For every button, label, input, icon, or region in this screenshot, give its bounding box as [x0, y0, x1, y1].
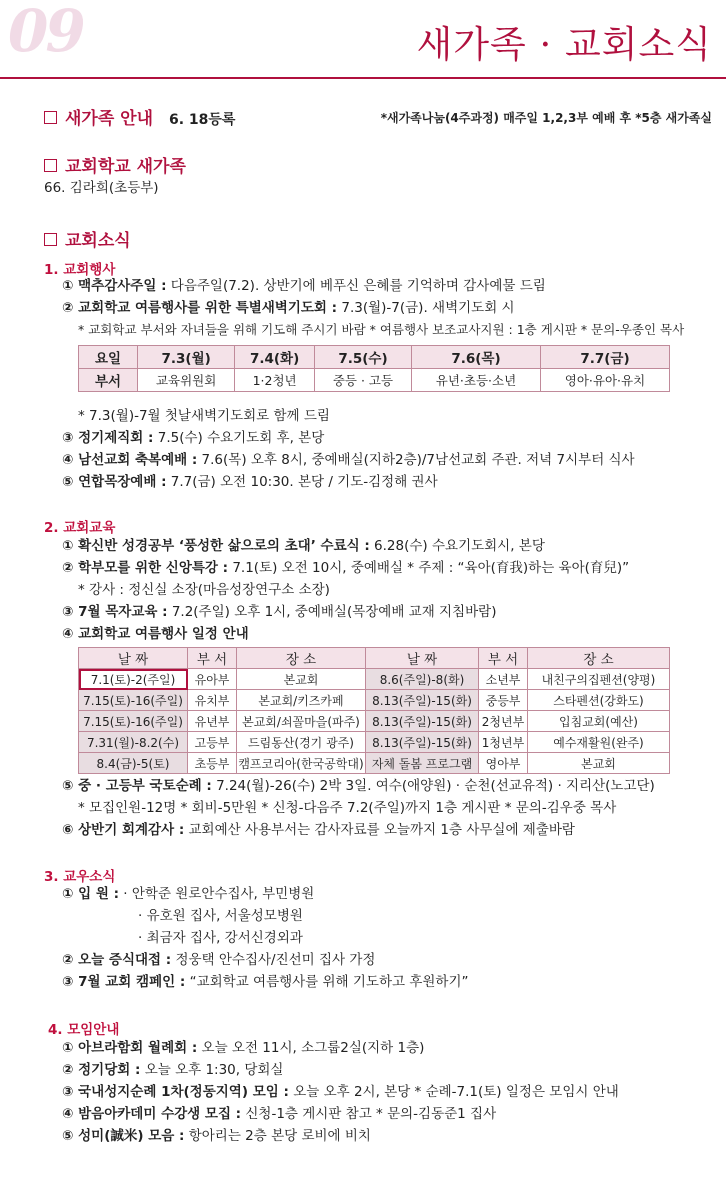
member-line-4: ② 오늘 증식대접 : 정웅택 안수집사/진선미 집사 가정 [62, 952, 376, 968]
event-line-3: ③ 정기제직회 : 7.5(수) 수요기도회 후, 본당 [62, 430, 325, 446]
table-cell: 영아부 [479, 753, 528, 774]
table-cell: 7.1(토)-2(주일) [79, 669, 188, 690]
edu-line-4: ④ 교회학교 여름행사 일정 안내 [62, 626, 249, 642]
table-cell: 중등부 [479, 690, 528, 711]
table-row [79, 732, 670, 753]
table-cell: 7.31(월)-8.2(수) [79, 732, 188, 753]
member-line-1: ① 입 원 : · 안학준 원로안수집사, 부민병원 [62, 886, 315, 902]
table-cell: 1·2청년 [235, 369, 315, 392]
member-line-2: · 유호원 집사, 서울성모병원 [138, 908, 303, 924]
page-number: 09 [8, 0, 83, 65]
table-cell: 교육위원회 [138, 369, 235, 392]
checkbox-square-icon [44, 159, 57, 172]
school-newfamily-heading-text: 교회학교 새가족 [65, 157, 186, 177]
edu-line-2: ② 학부모를 위한 신앙특강 : 7.1(토) 오전 10시, 중예배실 * 주제 : “육아(育我)하는 육아(育兒)” [62, 560, 630, 576]
table-cell: 유년부 [188, 711, 237, 732]
table-cell: 본교회 [237, 669, 366, 690]
table-cell: 스타펜션(강화도) [528, 690, 670, 711]
table-cell: 부 서 [479, 648, 528, 669]
table-cell: 7.5(수) [314, 346, 411, 369]
edu-note-1: * 강사 : 정신실 소장(마음성장연구소 소장) [78, 582, 330, 598]
school-newfamily-heading [44, 152, 186, 177]
table-cell: 8.13(주일)-15(화) [366, 732, 479, 753]
event-line-1: ① 맥추감사주일 : 다음주일(7.2). 상반기에 베푸신 은혜를 기억하며 감사예물 드림 [62, 278, 546, 294]
table-cell: 1청년부 [479, 732, 528, 753]
table-cell: 소년부 [479, 669, 528, 690]
table-header-row [79, 648, 670, 669]
news-heading-text: 교회소식 [65, 231, 131, 251]
section-title-events: 1. 교회행사 [44, 262, 116, 278]
table-cell: 입침교회(예산) [528, 711, 670, 732]
table-cell: 본교회 [528, 753, 670, 774]
table-row [79, 711, 670, 732]
edu-line-5: ⑤ 중 · 고등부 국토순례 : 7.24(월)-26(수) 2박 3일. 여수(애양원) · 순천(선교유적) · 지리산(노고단) [62, 778, 655, 794]
table-cell: 7.15(토)-16(주일) [79, 711, 188, 732]
newfamily-note: *새가족나눔(4주과정) 매주일 1,2,3부 예배 후 *5층 새가족실 [380, 111, 712, 125]
table-cell: 8.13(주일)-15(화) [366, 711, 479, 732]
dawn-prayer-table [78, 345, 670, 392]
table-cell: 고등부 [188, 732, 237, 753]
table-cell: 요일 [79, 346, 138, 369]
table-cell: 중등 · 고등 [314, 369, 411, 392]
event-line-2: ② 교회학교 여름행사를 위한 특별새벽기도회 : 7.3(월)-7(금). 새벽기도회 시 [62, 300, 515, 316]
event-note-1: * 교회학교 부서와 자녀들을 위해 기도해 주시기 바람 * 여름행사 보조교사지원 : 1층 게시판 * 문의-우종인 목사 [78, 322, 685, 337]
table-cell: 본교회/쇠꼴마을(파주) [237, 711, 366, 732]
edu-note-2: * 모집인원-12명 * 회비-5만원 * 신청-다음주 7.2(주일)까지 1층 게시판 * 문의-김우중 목사 [78, 800, 617, 816]
edu-line-1: ① 확신반 성경공부 ‘풍성한 삶으로의 초대’ 수료식 : 6.28(수) 수요기도회시, 본당 [62, 538, 545, 554]
table-cell: 영아·유아·유치 [540, 369, 669, 392]
section-title-members: 3. 교우소식 [44, 869, 116, 885]
meeting-line-2: ② 정기당회 : 오늘 오후 1:30, 당회실 [62, 1062, 284, 1078]
event-line-5: ⑤ 연합목장예배 : 7.7(금) 오전 10:30. 본당 / 기도-김정해 권사 [62, 474, 438, 490]
summer-schedule-table [78, 647, 670, 774]
table-cell: 날 짜 [366, 648, 479, 669]
table-cell: 장 소 [237, 648, 366, 669]
table-header-row [79, 346, 670, 369]
meeting-line-1: ① 아브라함회 월례회 : 오늘 오전 11시, 소그룹2실(지하 1층) [62, 1040, 425, 1056]
checkbox-square-icon [44, 111, 57, 124]
section-title-education: 2. 교회교육 [44, 520, 116, 536]
table-cell: 날 짜 [79, 648, 188, 669]
table-cell: 8.4(금)-5(토) [79, 753, 188, 774]
newfamily-date-suffix: 등록 [208, 112, 236, 128]
event-note-2: * 7.3(월)-7월 첫날새벽기도회로 함께 드림 [78, 408, 330, 424]
table-cell: 유년·초등·소년 [411, 369, 540, 392]
table-cell: 유아부 [188, 669, 237, 690]
member-line-5: ③ 7월 교회 캠페인 : “교회학교 여름행사를 위해 기도하고 후원하기” [62, 974, 469, 990]
table-cell: 부 서 [188, 648, 237, 669]
table-cell: 장 소 [528, 648, 670, 669]
edu-line-3: ③ 7월 목자교육 : 7.2(주일) 오후 1시, 중예배실(목장예배 교재 지침바람) [62, 604, 497, 620]
checkbox-square-icon [44, 233, 57, 246]
table-cell: 자체 돌봄 프로그램 [366, 753, 479, 774]
table-row [79, 369, 670, 392]
event-line-4: ④ 남선교회 축복예배 : 7.6(목) 오후 8시, 중예배실(지하2층)/7남선교회 주관. 저녁 7시부터 식사 [62, 452, 635, 468]
page-title: 새가족 · 교회소식 [416, 23, 712, 66]
school-newfamily-entry: 66. 김라희(초등부) [44, 180, 159, 196]
table-cell: 부서 [79, 369, 138, 392]
table-cell: 7.6(목) [411, 346, 540, 369]
news-heading [44, 226, 131, 251]
table-cell: 유치부 [188, 690, 237, 711]
table-cell: 내친구의집펜션(양평) [528, 669, 670, 690]
newfamily-heading [44, 104, 235, 129]
table-row [79, 753, 670, 774]
table-cell: 7.7(금) [540, 346, 669, 369]
table-cell: 8.6(주일)-8(화) [366, 669, 479, 690]
meeting-line-5: ⑤ 성미(誠米) 모음 : 항아리는 2층 본당 로비에 비치 [62, 1128, 371, 1144]
table-cell: 7.3(월) [138, 346, 235, 369]
table-cell: 예수재활원(완주) [528, 732, 670, 753]
table-cell: 7.4(화) [235, 346, 315, 369]
table-row [79, 690, 670, 711]
meeting-line-3: ③ 국내성지순례 1차(정동지역) 모임 : 오늘 오후 2시, 본당 * 순례-7.1(토) 일정은 모임시 안내 [62, 1084, 619, 1100]
newfamily-date: 6. 18 [168, 112, 209, 128]
title-divider [0, 77, 726, 79]
member-line-3: · 최금자 집사, 강서신경외과 [138, 930, 303, 946]
table-cell: 드림동산(경기 광주) [237, 732, 366, 753]
table-cell: 7.15(토)-16(주일) [79, 690, 188, 711]
table-cell: 8.13(주일)-15(화) [366, 690, 479, 711]
meeting-line-4: ④ 밤음아카데미 수강생 모집 : 신청-1층 게시판 참고 * 문의-김동준1 집사 [62, 1106, 497, 1122]
table-cell: 본교회/키즈카페 [237, 690, 366, 711]
newfamily-heading-text: 새가족 안내 [65, 109, 154, 129]
edu-line-6: ⑥ 상반기 회계감사 : 교회예산 사용부서는 감사자료를 오늘까지 1층 사무실에 제출바람 [62, 822, 575, 838]
table-cell: 초등부 [188, 753, 237, 774]
table-row [79, 669, 670, 690]
table-cell: 캠프코리아(한국공학대) [237, 753, 366, 774]
table-cell: 2청년부 [479, 711, 528, 732]
section-title-meetings: 4. 모임안내 [48, 1022, 120, 1038]
